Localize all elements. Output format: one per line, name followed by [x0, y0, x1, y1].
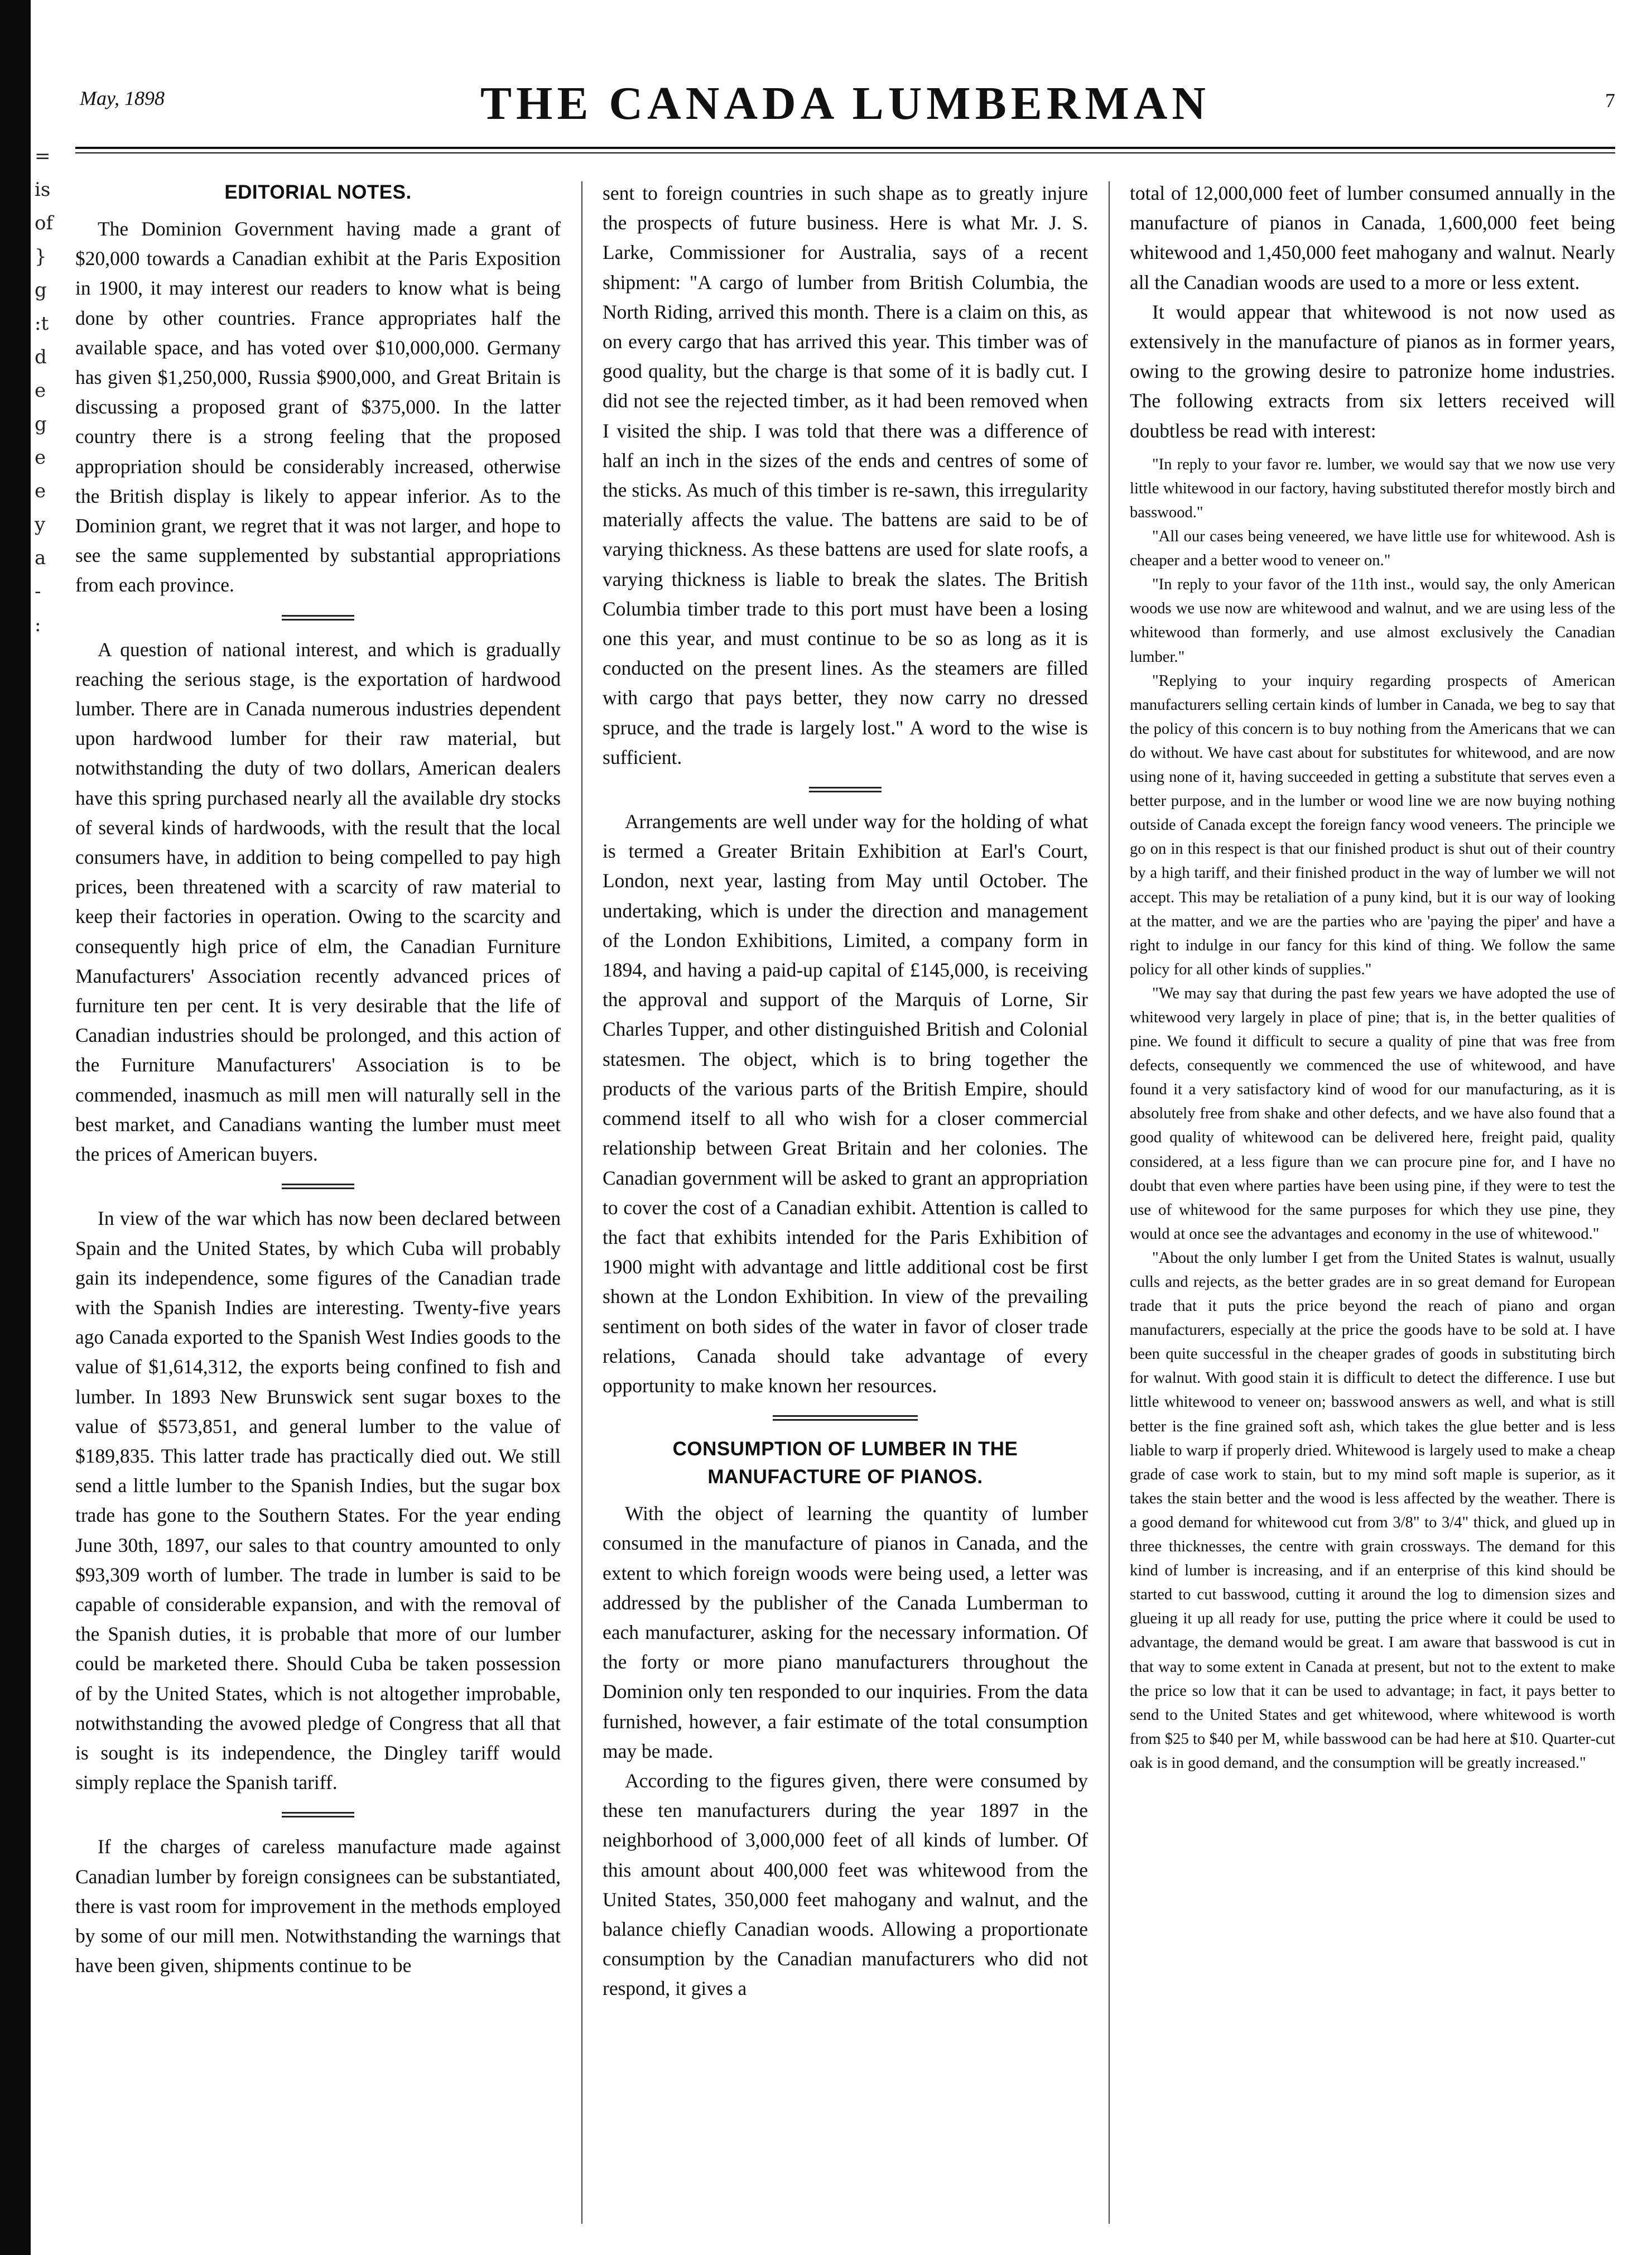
article-paragraph: With the object of learning the quantity of lumber consumed in the manufacture of pianos in Canada, and the extent to which foreign woods were being used, a letter was addressed by the publisher of the Canada Lumberman to each manufacturer, asking for the necessary information. Of the forty or more piano manufacturers throughout the Dominion only ten responded to our inquiries. From the data furnished, however, a fair estimate of the total consumption may be made. [603, 1502, 1088, 1762]
letter-extract: "About the only lumber I get from the United States is walnut, usually culls and rejects, as the better grades are in so great demand for European trade that it puts the price beyond the reach of piano and organ manufacturers, especially at the price the goods have to be sold at. I have been quite successful in the cheaper grades of goods in substituting birch for walnut. With good stain it is difficult to detect the difference. I use but little whitewood to veneer on; basswood answers as well, and what is still better is the fine grained soft ash, which takes the glue better and is less liable to warp if properly dried. Whitewood is largely used to make a cheap grade of case work to stain, but to my mind soft maple is superior, as it takes the stain better and the wood is less affected by the weather. There is a good demand for whitewood cut from 3/8" to 3/4" thick, and glued up in three thicknesses, the centre with grain crossways. The demand for this kind of lumber is increasing, and if an enterprise of this kind should be started to cut basswood, cutting it around the log to dimension sizes and glueing it up all ready for use, putting the price where it could be used to advantage, the demand would be great. I am aware that basswood is cut in that way to some extent in Canada at present, but not to the extent to make the price so low that it can be used to advantage; in fact, it pays better to send to the United States and get whitewood, where whitewood is worth from $25 to $40 per M, while basswood can be had here at $10. Quarter-cut oak is in good demand, and the consumption will be greatly increased." [1130, 1249, 1615, 1772]
page-number: 7 [1605, 89, 1615, 112]
column-rule [581, 181, 582, 2224]
letter-extract: "In reply to your favor of the 11th inst., would say, the only American woods we use now are whitewood and walnut, and we are using less of the whitewood than formerly, and use almost exclusively the Canadian lumber." [1130, 576, 1615, 666]
article-paragraph: A question of national interest, and which is gradually reaching the serious stage, is the exportation of hardwood lumber. There are in Canada numerous industries dependent upon hardwood lumber for their raw material, but notwithstanding the duty of two dollars, American dealers have this spring purchased nearly all the available dry stocks of several kinds of hardwoods, with the result that the local consumers have, in addition to being compelled to pay high prices, been threatened with a scarcity of raw material to keep their factories in operation. Owing to the scarcity and consequently high price of elm, the Canadian Furniture Manufacturers' Association recently advanced prices of furniture ten per cent. It is very desirable that the life of Canadian industries should be prolonged, and this action of the Furniture Manufacturers' Association is to be commended, inasmuch as mill men will naturally sell in the best market, and Canadians wanting the lumber must meet the prices of American buyers. [75, 638, 561, 1166]
margin-mark: e [35, 446, 46, 469]
section-divider [282, 615, 354, 621]
margin-mark: is [35, 179, 51, 201]
section-divider [282, 1812, 354, 1818]
letter-extract: "We may say that during the past few years we have adopted the use of whitewood very largely in place of pine; that is, in the better qualities of pine. We found it difficult to secure a quality of pine that was free from defects, consequently we commenced the use of whitewood, and have found it a very satisfactory kind of wood for our manufacturing, as it is absolutely free from shake and other defects, and we have also found that a good quality of whitewood can be delivered here, freight paid, quality considered, at a less figure than we can procure pine for, and I have no doubt that even where parties have been using pine, if they were to test the use of whitewood for the same purposes for which they use pine, they would at once see the advantages and economy in the use of whitewood." [1130, 984, 1615, 1243]
margin-mark: y [35, 513, 46, 536]
letter-extract: "In reply to your favor re. lumber, we would say that we now use very little whitewood in our factory, having substituted therefor mostly birch and basswood." [1130, 455, 1615, 522]
pianos-article-heading: CONSUMPTION OF LUMBER IN THE MANUFACTURE OF PIANOS. [672, 1438, 1018, 1488]
article-paragraph: total of 12,000,000 feet of lumber consumed annually in the manufacture of pianos in Canada, 1,600,000 feet being whitewood and 1,450,000 feet mahogany and walnut. Nearly all the Canadian woods are used to a more or less extent. [1130, 182, 1615, 294]
header-rule-thin [75, 152, 1615, 153]
margin-mark: d [35, 346, 47, 368]
margin-mark: a [35, 547, 46, 569]
section-divider [773, 1415, 918, 1421]
article-paragraph: The Dominion Government having made a grant of $20,000 towards a Canadian exhibit at the Paris Exposition in 1900, it may interest our readers to know what is being done by other countries. France appropriates half the available space, and has voted over $10,000,000. Germany has given $1,250,000, Russia $900,000, and Great Britain is discussing a proposed grant of $375,000. In the latter country there is a strong feeling that the proposed appropriation should be considerably increased, otherwise the British display is likely to appear inferior. As to the Dominion grant, we regret that it was not larger, and hope to see the same supplemented by substantial appropriations from each province. [75, 218, 561, 597]
article-paragraph: sent to foreign countries in such shape as to greatly injure the prospects of future business. Here is what Mr. J. S. Larke, Commissioner for Australia, says of a recent shipment: "A cargo of lumber from British Columbia, the North Riding, arrived this month. There is a claim on this, as on every cargo that has arrived this year. This timber was of good quality, but the charge is that some of it is badly cut. I did not see the rejected timber, as it had been removed when I visited the ship. I was told that there was a difference of half an inch in the sizes of the ends and centres of some of the sticks. As much of this timber is re-sawn, this irregularity materially affects the value. The battens are said to be of varying thickness. As these battens are used for slate roofs, a varying thickness is liable to break the slates. The British Columbia timber trade to this port must have been a losing one this year, and must continue to be so as long as it is conducted on the present lines. As the steamers are filled with cargo that pays better, they now carry no dressed spruce, and the trade is largely lost." A word to the wise is sufficient. [603, 182, 1088, 768]
margin-mark: g [35, 279, 47, 301]
editorial-notes-heading: EDITORIAL NOTES. [224, 181, 412, 203]
masthead-title: THE CANADA LUMBERMAN [480, 78, 1211, 129]
margin-mark: } [35, 246, 47, 268]
letter-extract: "All our cases being veneered, we have little use for whitewood. Ash is cheaper and a better wood to veneer on." [1130, 528, 1615, 570]
margin-mark: g [35, 413, 47, 435]
margin-marks [35, 140, 57, 1088]
newspaper-page [75, 50, 1615, 2243]
margin-mark: : [35, 614, 41, 636]
column-1 [75, 179, 561, 1980]
section-divider [809, 787, 882, 792]
page-header [75, 78, 1615, 129]
article-paragraph: In view of the war which has now been declared between Spain and the United States, by which Cuba will probably gain its independence, some figures of the Canadian trade with the Spanish Indies are interesting. Twenty-five years ago Canada exported to the Spanish West Indies goods to the value of $1,614,312, the exports being confined to fish and lumber. In 1893 New Brunswick sent sugar boxes to the value of $573,851, and general lumber to the value of $189,835. This latter trade has practically died out. We still send a little lumber to the Spanish Indies, but the sugar box trade has gone to the Southern States. For the year ending June 30th, 1897, our sales to that country amounted to only $93,309 worth of lumber. The trade in lumber is said to be capable of considerable expansion, and with the removal of the Spanish duties, it is probable that more of our lumber could be marketed there. Should Cuba be taken possession of by the United States, which is not altogether improbable, notwithstanding the avowed pledge of Congress that all that is sought is its independence, the Dingley tariff would simply replace the Spanish tariff. [75, 1207, 561, 1794]
letter-extract: "Replying to your inquiry regarding prospects of American manufacturers selling certain kinds of lumber in Canada, we beg to say that the policy of this concern is to buy nothing from the Americans that we can do without. We have cast about for substitutes for whitewood, and are now using none of it, having succeeded in getting a substitute that serves even a better purpose, and in the lumber or wood line we are now buying nothing outside of Canada except the foreign fancy wood veneers. The principle we go on in this respect is that our finished product is shut out of their country by a high tariff, and their finished product in the way of lumber we will not accept. This may be retaliation of a puny kind, but it is our way of looking at the matter, and we are the parties who are 'paying the piper' and have a right to indulge in our fancy for this kind of thing. We follow the same policy for all other kinds of supplies." [1130, 672, 1615, 978]
margin-mark: of [35, 212, 54, 234]
article-paragraph: According to the figures given, there were consumed by these ten manufacturers during the year 1897 in the neighborhood of 3,000,000 feet of all kinds of lumber. Of this amount about 400,000 feet was whitewood from the United States, 350,000 feet mahogany and walnut, and the balance chiefly Canadian woods. Allowing a proportionate consumption by the Canadian manufacturers who did not respond, it gives a [603, 1769, 1088, 2000]
margin-mark: = [35, 145, 51, 167]
article-paragraph: If the charges of careless manufacture made against Canadian lumber by foreign consignees can be substantiated, there is vast room for improvement in the methods employed by some of our mill men. Notwithstanding the warnings that have been given, shipments continue to be [75, 1835, 561, 1977]
article-paragraph: Arrangements are well under way for the holding of what is termed a Greater Britain Exhibition at Earl's Court, London, next year, lasting from May until October. The undertaking, which is under the direction and management of the London Exhibitions, Limited, a company form in 1894, and having a paid-up capital of £145,000, is receiving the approval and support of the Marquis of Lorne, Sir Charles Tupper, and other distinguished British and Colonial statesmen. The object, which is to bring together the products of the various parts of the British Empire, should commend itself to all who wish for a closer commercial relationship between Great Britain and her colonies. The Canadian government will be asked to grant an appropriation to cover the cost of a Canadian exhibit. Attention is called to the fact that exhibits intended for the Paris Exhibition of 1900 might with advantage and little additional cost be first shown at the London Exhibition. In view of the prevailing sentiment on both sides of the water in favor of closer trade relations, Canada should take advantage of every opportunity to make known her resources. [603, 810, 1088, 1397]
issue-date: May, 1898 [80, 87, 165, 109]
margin-mark: :t [35, 312, 49, 335]
page-binding-edge [0, 0, 31, 2255]
header-rule [75, 147, 1615, 149]
margin-mark: e [35, 480, 46, 502]
column-2 [603, 179, 1088, 2004]
column-rule [1109, 181, 1110, 2224]
section-divider [282, 1184, 354, 1189]
margin-mark: - [35, 580, 41, 603]
margin-mark: e [35, 379, 46, 402]
article-paragraph: It would appear that whitewood is not now used as extensively in the manufacture of pianos as in former years, owing to the growing desire to patronize home industries. The following extracts from six letters received will doubtless be read with interest: [1130, 300, 1615, 442]
column-3 [1130, 179, 1615, 1775]
